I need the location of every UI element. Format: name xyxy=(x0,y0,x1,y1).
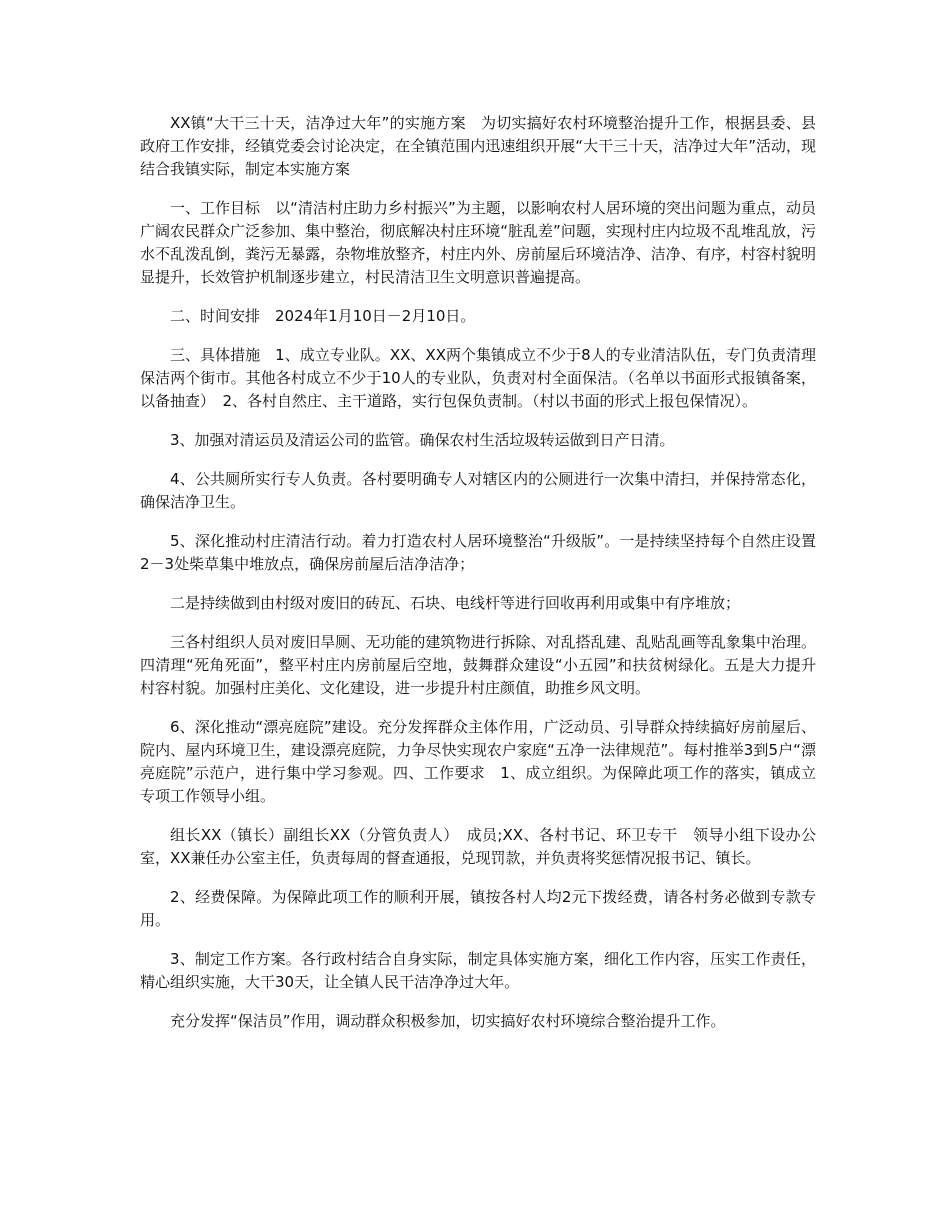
paragraph-funding: 2、经费保障。为保障此项工作的顺利开展，镇按各村人均2元下拨经费，请各村务必做到专款专用。 xyxy=(140,888,816,929)
paragraph-work-goal: 一、工作目标 以“清洁村庄助力乡村振兴”为主题，以影响农村人居环境的突出问题为重点，动员广阔农民群众广泛参加、集中整治，彻底解决村庄环境“脏乱差”问题，实现村庄内垃圾不乱堆乱放，污水不乱泼乱倒，粪污无暴露，杂物堆放整齐，村庄内外、房前屋后环境洁净、洁净、有序，村容村貌明显提升，长效管护机制逐步建立，村民清洁卫生文明意识普遍提高。 xyxy=(140,199,816,286)
paragraph-work-plan: 3、制定工作方案。各行政村结合自身实际，制定具体实施方案，细化工作内容，压实工作责任，精心组织实施，大干30天，让全镇人民干洁净净过大年。 xyxy=(140,950,816,991)
paragraph-title-intro: XX镇“大干三十天，洁净过大年”的实施方案 为切实搞好农村环境整治提升工作，根据县委、县政府工作安排，经镇党委会讨论决定，在全镇范围内迅速组织开展“大干三十天，洁净过大年”活动，现结合我镇实际，制定本实施方案 xyxy=(140,114,816,178)
document-body xyxy=(140,112,816,1049)
paragraph-measure-5-part-2: 二是持续做到由村级对废旧的砖瓦、石块、电线杆等进行回收再利用或集中有序堆放； xyxy=(170,594,741,612)
paragraph-leadership-group: 组长XX（镇长）副组长XX（分管负责人） 成员;XX、各村书记、环卫专干 领导小组下设办公室，XX兼任办公室主任，负责每周的督查通报，兑现罚款，并负责将奖惩情况报书记、镇长。 xyxy=(140,826,816,867)
paragraph-closing: 充分发挥“保洁员”作用，调动群众积极参加，切实搞好农村环境综合整治提升工作。 xyxy=(170,1012,726,1030)
paragraph-measure-6: 6、深化推动“漂亮庭院”建设。充分发挥群众主体作用，广泛动员、引导群众持续搞好房前屋后、院内、屋内环境卫生，建设漂亮庭院，力争尽快实现农户家庭“五净一法律规范”。每村推举3到5户“漂亮庭院”示范户，进行集中学习参观。四、工作要求 1、成立组织。为保障此项工作的落实，镇成立专项工作领导小组。 xyxy=(140,718,816,805)
paragraph-specific-measures: 三、具体措施 1、成立专业队。XX、XX两个集镇成立不少于8人的专业清洁队伍，专门负责清理保洁两个街市。其他各村成立不少于10人的专业队，负责对村全面保洁。（名单以书面形式报镇备案，以备抽查） 2、各村自然庄、主干道路，实行包保负责制。（村以书面的形式上报包保情况）。 xyxy=(140,346,816,410)
paragraph-time-schedule: 二、时间安排 2024年1月10日－2月10日。 xyxy=(170,307,476,325)
paragraph-measure-5-part-3: 三各村组织人员对废旧旱厕、无功能的建筑物进行拆除、对乱搭乱建、乱贴乱画等乱象集中治理。四清理“死角死面”，整平村庄内房前屋后空地，鼓舞群众建设“小五园”和扶贫树绿化。五是大力提升村容村貌。加强村庄美化、文化建设，进一步提升村庄颜值，助推乡风文明。 xyxy=(140,633,816,697)
paragraph-measure-3: 3、加强对清运员及清运公司的监管。确保农村生活垃圾转运做到日产日清。 xyxy=(170,431,675,449)
paragraph-measure-5: 5、深化推动村庄清洁行动。着力打造农村人居环境整治“升级版”。一是持续坚持每个自然庄设置2－3处柴草集中堆放点，确保房前屋后洁净洁净； xyxy=(140,532,816,573)
paragraph-measure-4: 4、公共厕所实行专人负责。各村要明确专人对辖区内的公厕进行一次集中清扫，并保持常态化，确保洁净卫生。 xyxy=(140,470,816,511)
